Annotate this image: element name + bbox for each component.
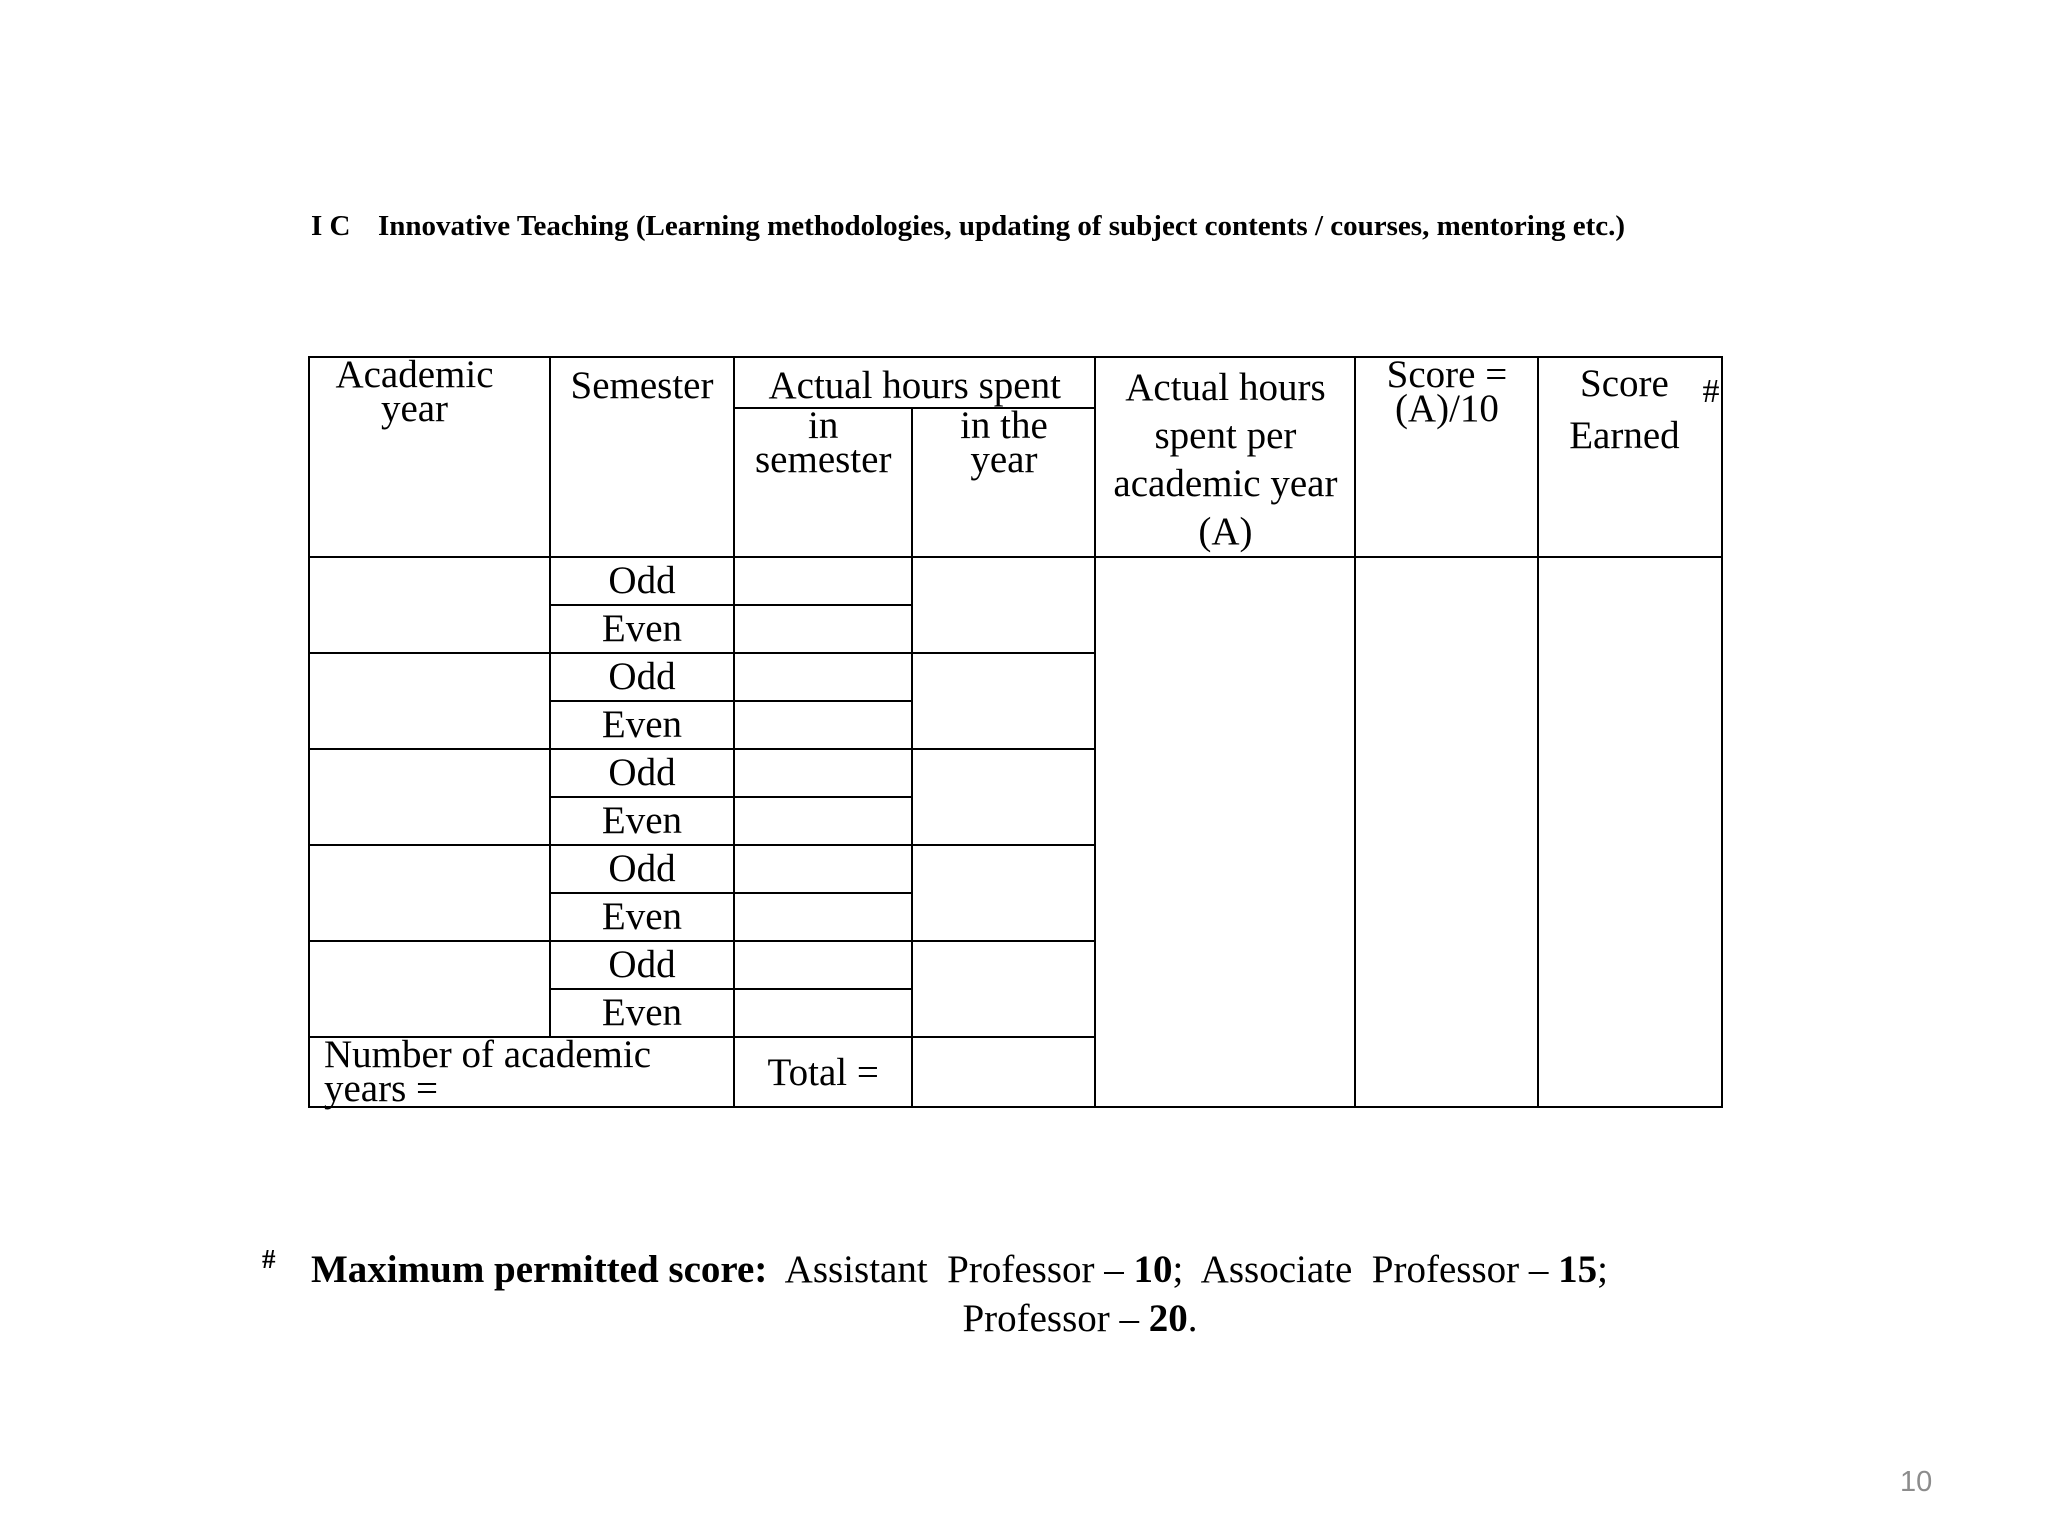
- professor-text: Professor –: [962, 1297, 1149, 1340]
- header-in-the-year: in the year: [912, 408, 1095, 557]
- score-earned-footnote-mark: #: [1702, 373, 1720, 410]
- semester-cell: Odd: [550, 749, 734, 797]
- score-formula-cell: [1355, 557, 1538, 1107]
- assistant-professor-text: Assistant Professor –: [767, 1248, 1134, 1291]
- note-line-1: [311, 1245, 1608, 1294]
- hours-in-semester-cell: [734, 845, 912, 893]
- table-row: [309, 557, 1722, 605]
- hours-in-semester-cell: [734, 893, 912, 941]
- section-title: Innovative Teaching (Learning methodologies, updating of subject contents / courses, mentoring etc.): [378, 210, 1625, 242]
- header-score-earned: Score Earned #: [1538, 357, 1722, 557]
- hours-in-semester-cell: [734, 797, 912, 845]
- hours-in-semester-cell: [734, 941, 912, 989]
- semester-cell: Odd: [550, 557, 734, 605]
- academic-year-cell: [309, 941, 550, 1037]
- section-code: I C: [311, 210, 351, 242]
- total-value-cell: [912, 1037, 1095, 1107]
- associate-professor-score: 15: [1558, 1248, 1598, 1291]
- note-separator: ;: [1597, 1248, 1608, 1291]
- innovative-teaching-table: [308, 353, 1723, 1110]
- hours-in-year-cell: [912, 653, 1095, 749]
- academic-year-cell: [309, 557, 550, 653]
- academic-year-cell: [309, 653, 550, 749]
- hours-in-year-cell: [912, 557, 1095, 653]
- semester-cell: Even: [550, 893, 734, 941]
- hours-in-semester-cell: [734, 557, 912, 605]
- page-number: 10: [1900, 1466, 1933, 1498]
- footnote-mark: #: [262, 1244, 276, 1274]
- hours-in-year-cell: [912, 845, 1095, 941]
- hours-in-year-cell: [912, 941, 1095, 1037]
- hours-per-academic-year-cell: [1095, 557, 1355, 1107]
- professor-score: 20: [1148, 1297, 1188, 1340]
- note-label: Maximum permitted score:: [311, 1248, 768, 1291]
- semester-cell: Even: [550, 605, 734, 653]
- semester-cell: Odd: [550, 941, 734, 989]
- hours-in-semester-cell: [734, 653, 912, 701]
- semester-cell: Even: [550, 989, 734, 1037]
- academic-year-cell: [309, 749, 550, 845]
- header-academic-year: Academic year: [309, 357, 550, 557]
- academic-year-cell: [309, 845, 550, 941]
- hours-in-year-cell: [912, 749, 1095, 845]
- hours-in-semester-cell: [734, 749, 912, 797]
- header-hours-per-year: Actual hours spent per academic year (A): [1095, 357, 1355, 557]
- hours-in-semester-cell: [734, 989, 912, 1037]
- hours-in-semester-cell: [734, 701, 912, 749]
- header-score-formula: Score = (A)/10: [1355, 357, 1538, 557]
- header-semester: Semester: [550, 357, 734, 557]
- hours-in-semester-cell: [734, 605, 912, 653]
- semester-cell: Odd: [550, 653, 734, 701]
- semester-cell: Even: [550, 797, 734, 845]
- note-line-2: [0, 1294, 2048, 1343]
- note-end: .: [1187, 1297, 1198, 1340]
- semester-cell: Even: [550, 701, 734, 749]
- assistant-professor-score: 10: [1133, 1248, 1173, 1291]
- number-of-academic-years: Number of academic years =: [309, 1037, 734, 1107]
- header-actual-hours-spent: Actual hours spent: [734, 357, 1095, 408]
- semester-cell: Odd: [550, 845, 734, 893]
- score-earned-cell: [1538, 557, 1722, 1107]
- total-label: Total =: [734, 1037, 912, 1107]
- header-in-semester: in semester: [734, 408, 912, 557]
- associate-professor-text: ; Associate Professor –: [1172, 1248, 1559, 1291]
- header-row-1: [309, 357, 1722, 408]
